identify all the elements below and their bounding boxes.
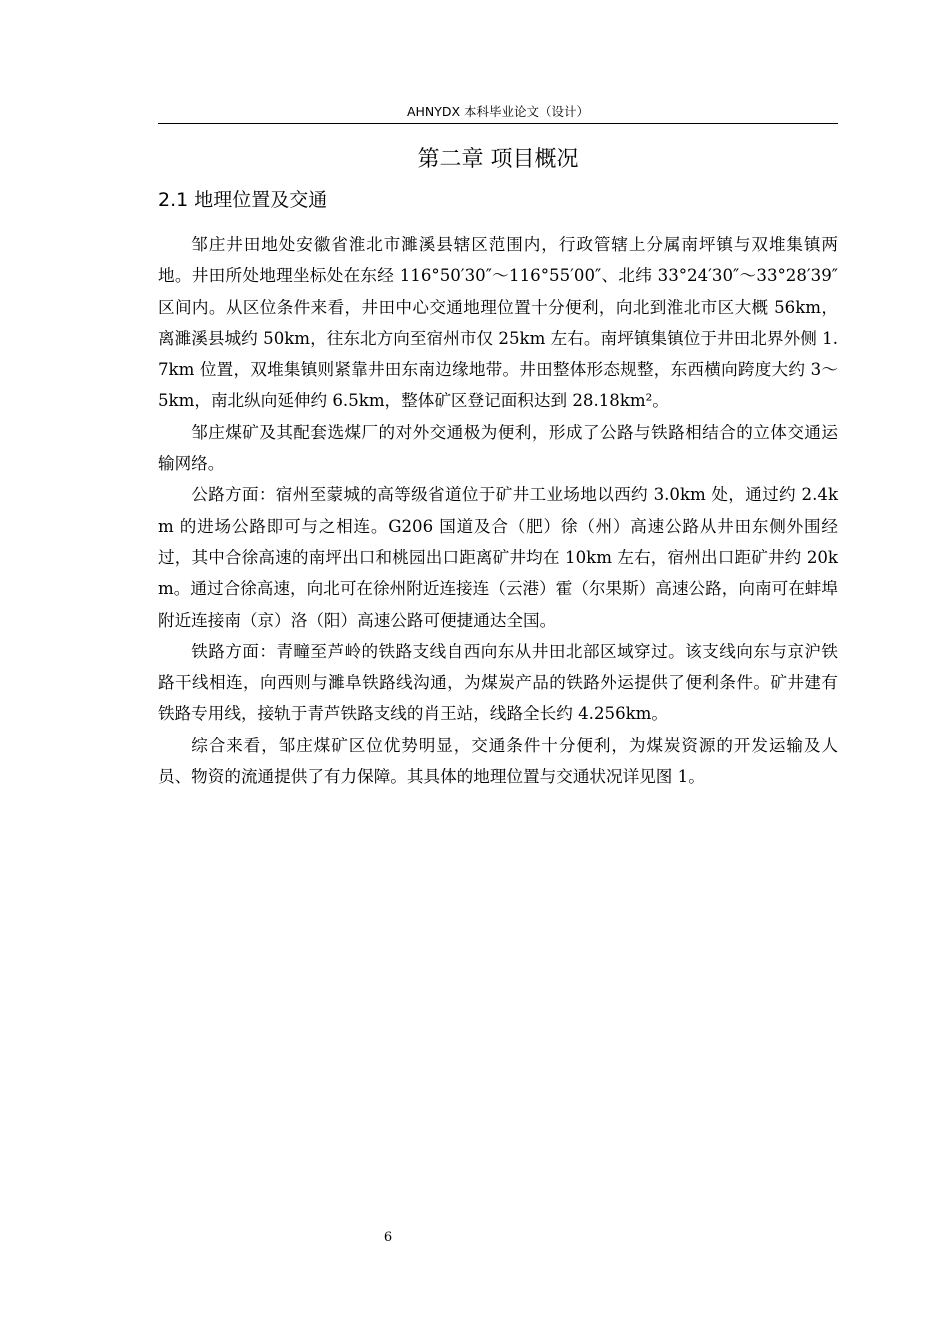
page-number: 6 <box>383 1230 393 1245</box>
paragraph-railway: 铁路方面：青疃至芦岭的铁路支线自西向东从井田北部区域穿过。该支线向东与京沪铁路干线相连，向西则与濉阜铁路线沟通，为煤炭产品的铁路外运提供了便利条件。矿井建有铁路专用线，接轨于青芦铁路支线的肖王站，线路全长约 4.256km。 <box>158 641 838 724</box>
paragraph-location: 邹庄井田地处安徽省淮北市濉溪县辖区范围内，行政管辖上分属南坪镇与双堆集镇两地。井田所处地理坐标处在东经 116°50′30″～116°55′00″、北纬 33°24′30″～33°28′39″区间内。从区位条件来看，井田中心交通地理位置十分便利，向北到淮北市区大概 56km，离濉溪县城约 50km，往东北方向至宿州市仅 25km 左右。南坪镇集镇位于井田北界外侧 1.7km 位置，双堆集镇则紧靠井田东南边缘地带。井田整体形态规整，东西横向跨度大约 3～5km，南北纵向延伸约 6.5km，整体矿区登记面积达到 28.18km²。 <box>158 235 838 411</box>
section-title: 2.1 地理位置及交通 <box>158 189 328 211</box>
running-header: AHNYDX 本科毕业论文（设计） <box>406 104 590 119</box>
paragraph-summary: 综合来看，邹庄煤矿区位优势明显，交通条件十分便利，为煤炭资源的开发运输及人员、物资的流通提供了有力保障。其具体的地理位置与交通状况详见图 1。 <box>158 735 838 787</box>
header-divider <box>158 123 838 124</box>
paragraph-highway: 公路方面：宿州至蒙城的高等级省道位于矿井工业场地以西约 3.0km 处，通过约 2.4km 的进场公路即可与之相连。G206 国道及合（肥）徐（州）高速公路从井田东侧外围经过，其中合徐高速的南坪出口和桃园出口距离矿井均在 10km 左右，宿州出口距矿井约 20km。通过合徐高速，向北可在徐州附近连接连（云港）霍（尔果斯）高速公路，向南可在蚌埠附近连接南（京）洛（阳）高速公路可便捷通达全国。 <box>158 485 838 630</box>
chapter-title: 第二章 项目概况 <box>417 147 579 172</box>
paragraph-transport-overview: 邹庄煤矿及其配套选煤厂的对外交通极为便利，形成了公路与铁路相结合的立体交通运输网络。 <box>158 422 838 474</box>
body-text <box>158 229 838 792</box>
